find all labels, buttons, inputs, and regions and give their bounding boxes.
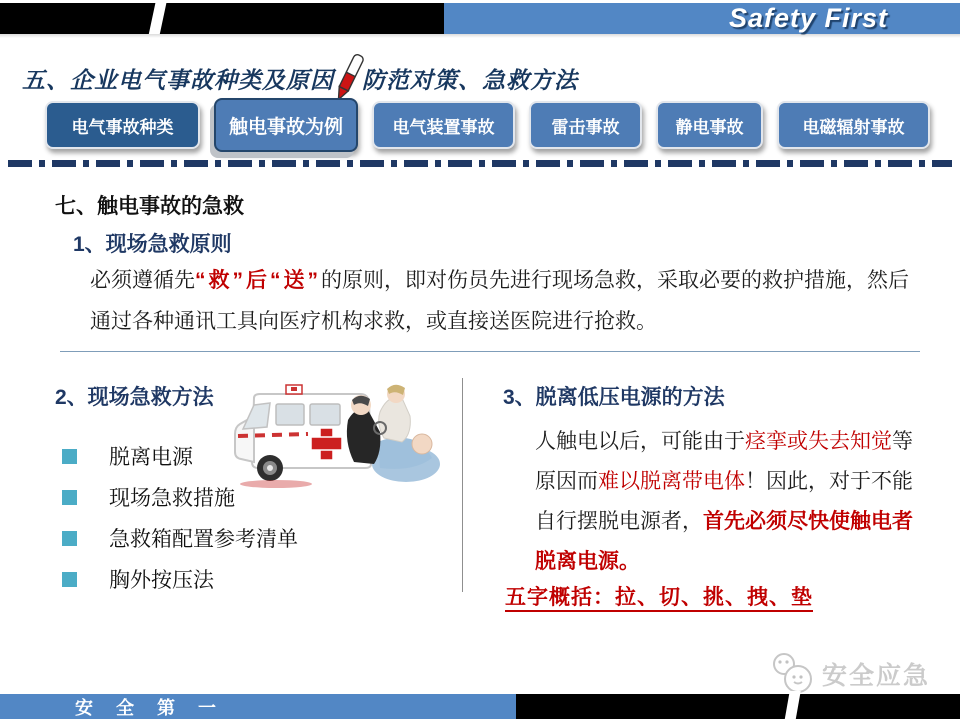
slide-title-left: 五、企业电气事故种类及原因 (22, 67, 334, 93)
top-bar (0, 3, 960, 34)
list-item-label: 胸外按压法 (109, 569, 214, 592)
principle-text-highlight: “救”后“送” (195, 269, 321, 292)
list-item (62, 565, 298, 593)
escape-text-2: 等原因而 (535, 430, 913, 493)
tab-electric-shock-example[interactable]: 触电事故为例 (214, 98, 358, 152)
safety-slogan: 安 全 第 一 (75, 697, 226, 718)
subsection-2-title: 2、现场急救方法 (55, 386, 214, 409)
list-item-label: 现场急救措施 (109, 487, 235, 510)
bottom-bar-black-segment (516, 694, 960, 719)
square-bullet-icon (62, 531, 77, 546)
brand-text: Safety First (728, 3, 888, 33)
tab-lightning-accident[interactable]: 雷击事故 (529, 101, 642, 149)
square-bullet-icon (62, 572, 77, 587)
principle-text-before: 必须遵循先 (90, 269, 195, 292)
list-item-label: 急救箱配置参考清单 (109, 528, 298, 551)
column-divider (462, 378, 463, 592)
escape-text-red-bold: 首先必须尽快使触电者脱离电源。 (535, 510, 913, 573)
horizontal-divider (60, 351, 920, 352)
bottom-bar (0, 694, 960, 719)
list-item (62, 524, 298, 552)
first-aid-methods-list (62, 430, 298, 606)
tab-static-electricity-accident[interactable]: 静电事故 (656, 101, 763, 149)
tab-electrical-equipment-accident[interactable]: 电气装置事故 (372, 101, 515, 149)
top-bar-black-segment (0, 3, 446, 34)
escape-text-red-1: 痉挛或失去知觉 (745, 430, 892, 453)
list-item (62, 442, 298, 470)
dash-dot-divider (8, 160, 952, 167)
bottom-bar-blue-segment (0, 694, 516, 719)
section-heading: 七、触电事故的急救 (55, 195, 244, 218)
low-voltage-escape-paragraph (535, 422, 923, 582)
escape-text-1: 人触电以后，可能由于 (535, 430, 745, 453)
tab-electromagnetic-radiation-accident[interactable]: 电磁辐射事故 (777, 101, 930, 149)
first-aid-principle-paragraph (90, 260, 910, 342)
principle-text-after: 的原则，即对伤员先进行现场急救，采取必要的救护措施，然后通过各种通讯工具向医疗机构求救，或直接送医院进行抢救。 (90, 269, 909, 333)
square-bullet-icon (62, 449, 77, 464)
escape-text-3: ！因此，对于不能自行摆脱电源者， (535, 470, 913, 533)
logo-text: 安全应急 (822, 662, 931, 690)
tab-electrical-accident-types[interactable]: 电气事故种类 (45, 101, 200, 149)
escape-text-red-2: 难以脱离带电体 (598, 470, 745, 493)
top-bar-blue-segment (444, 3, 960, 34)
accident-type-tabs (45, 97, 930, 153)
top-bar-shadow (0, 34, 960, 38)
subsection-1-title: 1、现场急救原则 (73, 233, 232, 256)
list-item-label: 脱离电源 (109, 446, 193, 469)
square-bullet-icon (62, 490, 77, 505)
five-word-summary: 五字概括：拉、切、挑、拽、垫 (505, 586, 813, 609)
list-item (62, 483, 298, 511)
subsection-3-title: 3、脱离低压电源的方法 (503, 386, 725, 409)
slide-title-right: 防范对策、急救方法 (362, 67, 578, 93)
